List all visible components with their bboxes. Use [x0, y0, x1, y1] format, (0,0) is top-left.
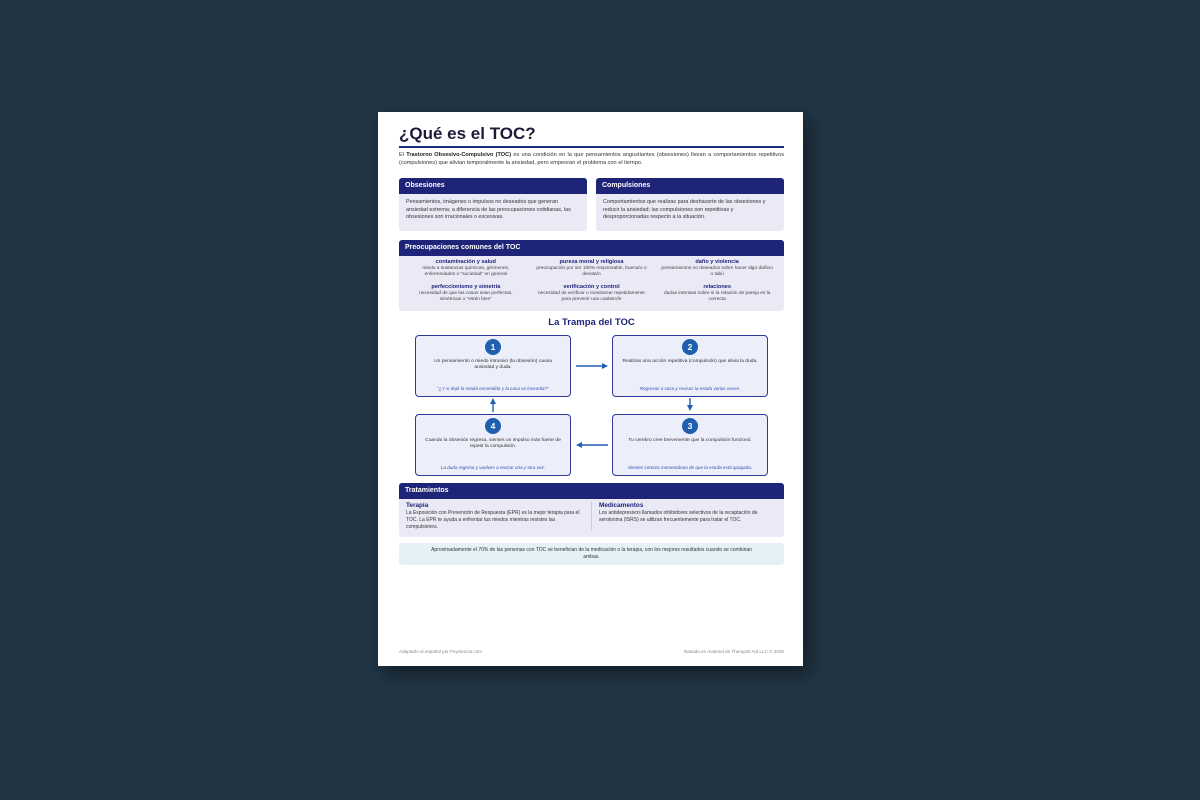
definitions-row [399, 178, 784, 231]
obsesiones-heading: Obsesiones [399, 178, 587, 194]
concern-desc: necesidad de verificar o monitorear repetidamente para prevenir una catástrofe [538, 290, 645, 302]
concern-item [529, 284, 655, 303]
trap-step-3 [612, 414, 768, 476]
step-number-badge: 2 [682, 339, 698, 355]
step-description: Tu cerebro cree brevemente que la compulsión funcionó. [628, 437, 752, 443]
concern-title: perfeccionismo y simetría [431, 283, 501, 290]
worksheet-content [399, 124, 784, 565]
intro-paragraph [399, 151, 784, 167]
step-description: Cuando la obsesión regresa, sientes un impulso más fuerte de repetir la compulsión. [425, 437, 561, 450]
concern-desc: dudas intensas sobre si la relación de pareja es la correcta [663, 290, 771, 302]
obsesiones-card [399, 178, 587, 231]
concern-desc: pensamientos no deseados sobre hacer algo dañino o tabú [661, 265, 773, 277]
concern-title: relaciones [703, 283, 731, 290]
trap-cycle-diagram [399, 335, 784, 477]
footer-credit-left: Adaptado al español por Psyciencia.com [399, 649, 482, 654]
concerns-grid [399, 256, 784, 311]
step-example: Regresas a casa y revisas la estufa varias veces. [639, 385, 741, 391]
arrow-right-icon [575, 362, 609, 370]
intro-prefix: El [399, 152, 407, 158]
arrow-left-icon [575, 441, 609, 449]
concern-desc: miedo a sustancias químicas, gérmenes, enfermedades o "suciedad" en general [422, 265, 510, 277]
footer-credit-right: Basado en material de Therapist Aid LLC © 2025 [684, 649, 784, 654]
compulsiones-card [596, 178, 784, 231]
obsesiones-body: Pensamientos, imágenes o impulsos no deseados que generan ansiedad extrema; a diferencia de las preocupaciones cotidianas, las obsesiones son irracionales o excesivas. [406, 199, 571, 221]
medication-body: Los antidepresivos llamados inhibidores selectivos de la recaptación de serotonina (ISRS) se utilizan frecuentemente para tratar el TOC. [599, 509, 758, 523]
statistics-note: Aproximadamente el 70% de las personas con TOC se benefician de la medicación o la terapia, con los mejores resultados cuando se combinan ambas. [399, 543, 784, 565]
compulsiones-heading: Compulsiones [596, 178, 784, 194]
step-number-badge: 4 [485, 418, 501, 434]
treatments-columns [399, 499, 784, 537]
step-description: Un pensamiento o miedo intrusivo (la obsesión) causa ansiedad y duda. [434, 358, 552, 371]
compulsiones-body: Comportamientos que realizas para deshacerte de las obsesiones y reducir la ansiedad; las compulsiones son repetitivas y desproporcionadas respecto a la situación. [603, 199, 766, 221]
therapy-column [406, 502, 584, 531]
common-concerns-section [399, 240, 784, 311]
step-description: Realizas una acción repetitiva (compulsión) que alivia la duda. [622, 358, 758, 364]
concern-item [403, 259, 529, 278]
concern-item [654, 284, 780, 303]
concern-title: verificación y control [563, 283, 620, 290]
concern-title: pureza moral y religiosa [559, 258, 624, 265]
page-title: ¿Qué es el TOC? [399, 124, 784, 148]
concern-title: daño y violencia [695, 258, 739, 265]
step-number-badge: 1 [485, 339, 501, 355]
concern-item [529, 259, 655, 278]
trap-step-1 [415, 335, 571, 397]
concern-title: contaminación y salud [435, 258, 496, 265]
step-number-badge: 3 [682, 418, 698, 434]
medication-column [591, 502, 777, 531]
treatments-section [399, 483, 784, 537]
step-example: La duda regresa y vuelves a revisar una y otra vez. [440, 464, 546, 470]
concern-desc: necesidad de que las cosas sean perfectas, simétricas o "estén bien" [419, 290, 513, 302]
concern-desc: preocupación por ser 100% responsable, buena/o o devota/o [536, 265, 647, 277]
arrow-down-icon [686, 398, 694, 412]
step-example: "¿Y si dejé la estufa encendida y la casa se incendia?" [437, 385, 549, 391]
concern-item [654, 259, 780, 278]
trap-step-4 [415, 414, 571, 476]
trap-title: La Trampa del TOC [548, 316, 635, 328]
therapy-body: La Exposición con Prevención de Respuesta (EPR) es la mejor terapia para el TOC. La EPR te ayuda a enfrentar tus miedos mientras resistes las compulsiones. [406, 509, 580, 530]
common-concerns-heading: Preocupaciones comunes del TOC [399, 240, 784, 256]
trap-step-2 [612, 335, 768, 397]
intro-rest: es una condición en la que pensamientos angustiantes (obsesiones) llevan a comportamientos repetitivos (compulsiones) que alivian temporalmente la ansiedad, pero empeoran el problema con el tiempo. [399, 152, 785, 166]
page-footer [399, 649, 784, 654]
concern-item [403, 284, 529, 303]
treatments-heading: Tratamientos [399, 483, 784, 499]
arrow-up-icon [489, 398, 497, 412]
intro-bold-term: Trastorno Obsesivo-Compulsivo (TOC) [406, 152, 512, 158]
medication-heading: Medicamentos [599, 501, 644, 509]
step-example: Sientes certeza momentánea de que la estufa está apagada. [627, 464, 753, 470]
worksheet-page [378, 112, 803, 666]
therapy-heading: Terapia [406, 501, 429, 509]
